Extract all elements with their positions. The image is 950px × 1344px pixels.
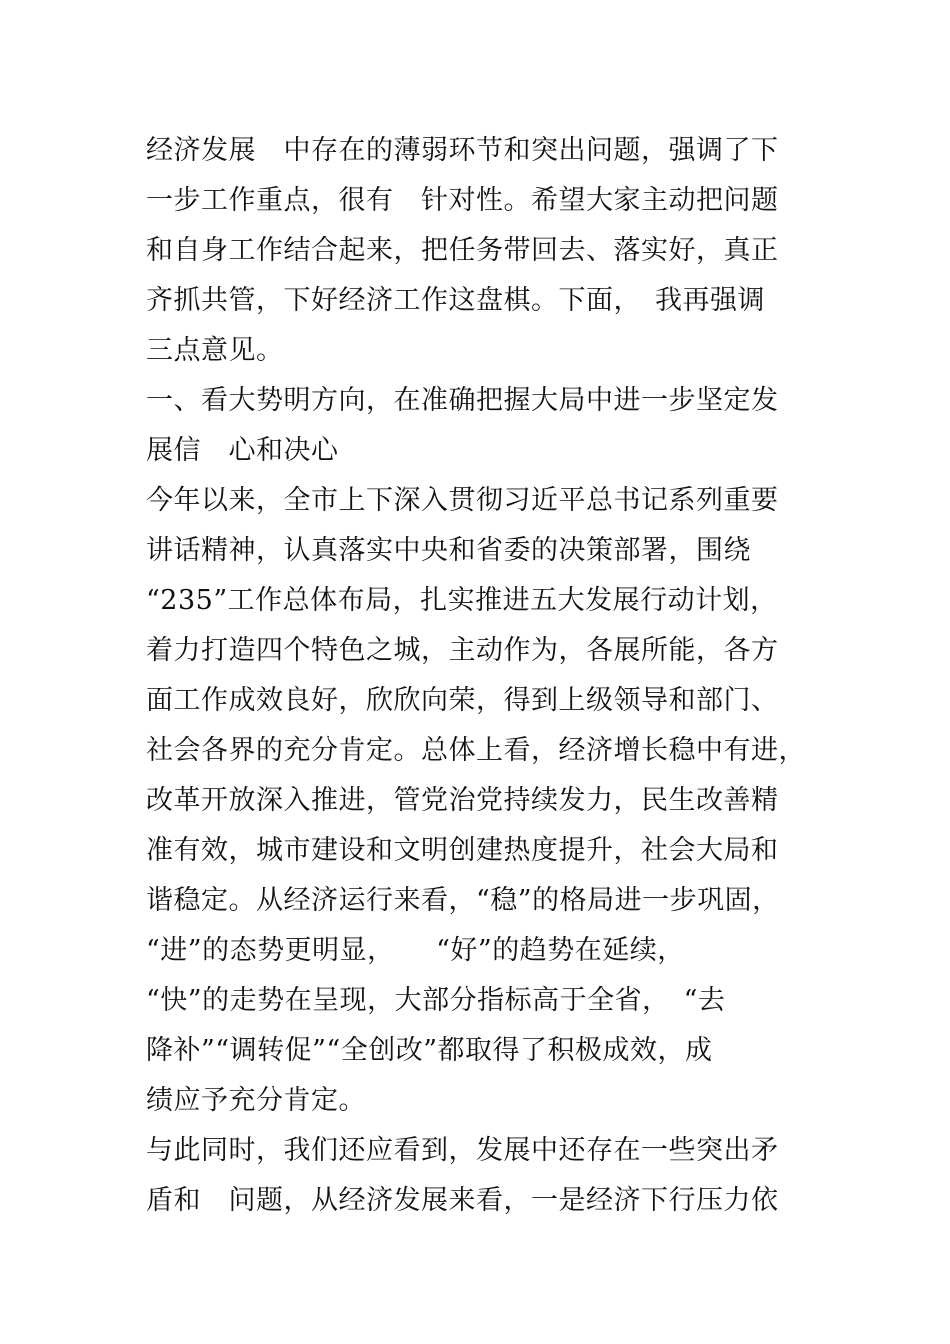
- text-line: 面工作成效良好，欣欣向荣，得到上级领导和部门、: [146, 685, 779, 716]
- text-line: 降补”“调转促”“全创改”都取得了积极成效，成: [146, 1035, 713, 1066]
- text-line: 三点意见。: [146, 335, 284, 366]
- section-heading-line: 一、看大势明方向，在准确把握大局中进一步坚定发: [146, 385, 779, 416]
- text-line: “进”的态势更明显， “好”的趋势在延续，: [146, 935, 685, 966]
- section-heading-line: 展信 心和决心: [146, 435, 339, 466]
- text-line: 绩应予充分肯定。: [146, 1085, 366, 1116]
- text-line: 经济发展 中存在的薄弱环节和突出问题，强调了下: [146, 135, 779, 166]
- text-line: 谐稳定。从经济运行来看，“稳”的格局进一步巩固，: [146, 885, 780, 916]
- text-line: 讲话精神，认真落实中央和省委的决策部署，围绕: [146, 535, 751, 566]
- text-line: 与此同时，我们还应看到，发展中还存在一些突出矛: [146, 1135, 779, 1166]
- text-line: 一步工作重点，很有 针对性。希望大家主动把问题: [146, 185, 779, 216]
- text-line: 准有效，城市建设和文明创建热度提升，社会大局和: [146, 835, 779, 866]
- text-line: 齐抓共管，下好经济工作这盘棋。下面， 我再强调: [146, 285, 765, 316]
- text-line: 改革开放深入推进，管党治党持续发力，民生改善精: [146, 785, 779, 816]
- text-line: “235”工作总体布局，扎实推进五大发展行动计划，: [146, 585, 778, 616]
- text-line: 今年以来，全市上下深入贯彻习近平总书记系列重要: [146, 485, 779, 516]
- text-line: 盾和 问题，从经济发展来看，一是经济下行压力依: [146, 1185, 779, 1216]
- text-line: 着力打造四个特色之城，主动作为，各展所能，各方: [146, 635, 779, 666]
- text-line: “快”的走势在呈现，大部分指标高于全省， “去: [146, 985, 726, 1016]
- text-line: 和自身工作结合起来，把任务带回去、落实好，真正: [146, 235, 779, 266]
- body-text: [146, 126, 826, 1226]
- text-line: 社会各界的充分肯定。总体上看，经济增长稳中有进，: [146, 735, 806, 766]
